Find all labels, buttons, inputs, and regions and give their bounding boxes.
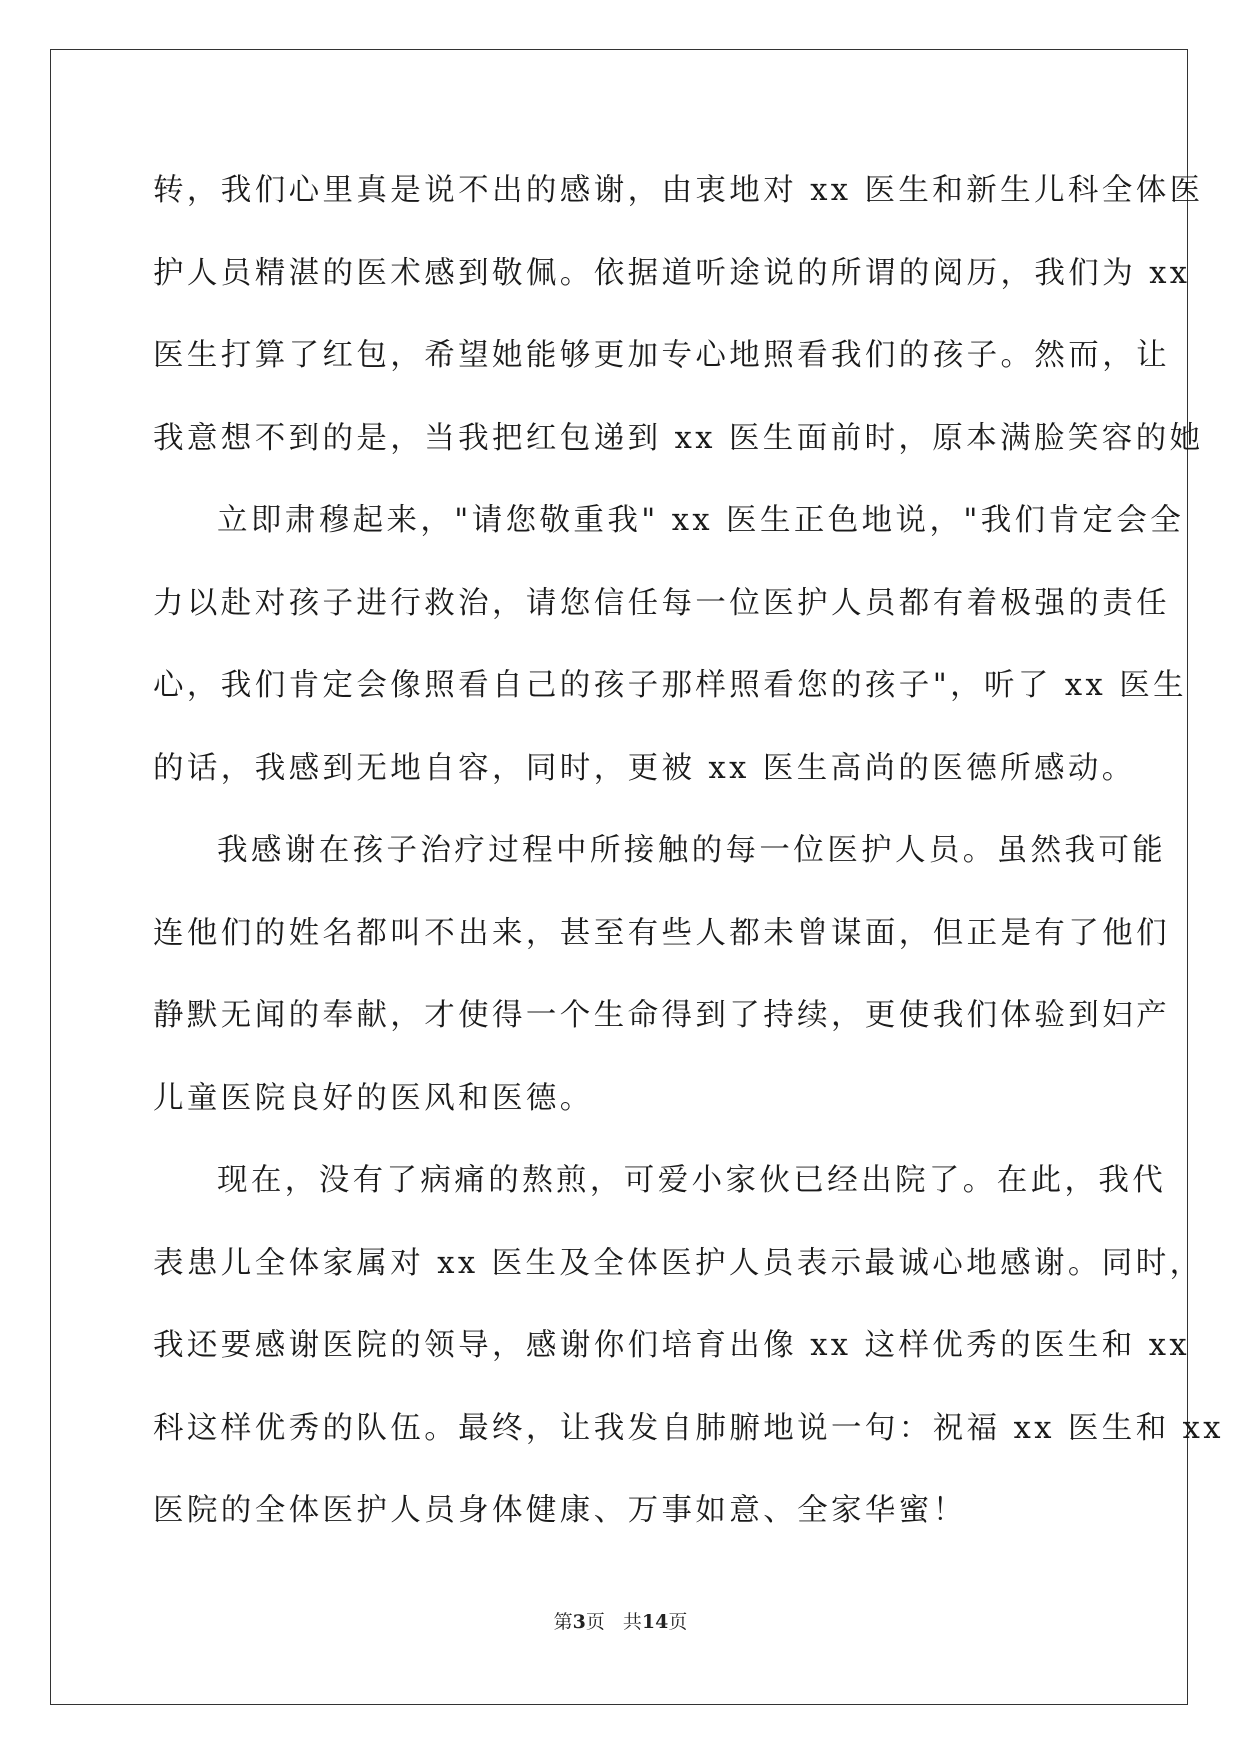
total-suffix: 页 bbox=[668, 1611, 688, 1633]
total-page-count: 14 bbox=[641, 1611, 669, 1633]
document-body bbox=[153, 160, 1224, 1563]
text-line: 儿童医院良好的医风和医德。 bbox=[153, 1080, 594, 1116]
text-line: 现在，没有了病痛的熬煎，可爱小家伙已经出院了。在此，我代 bbox=[217, 1163, 1167, 1198]
text-line: 表患儿全体家属对 xx 医生及全体医护人员表示最诚心地感谢。同时， bbox=[153, 1245, 1204, 1281]
text-line: 我意想不到的是，当我把红包递到 xx 医生面前时，原本满脸笑容的她 bbox=[153, 420, 1204, 456]
text-line: 医生打算了红包，希望她能够更加专心地照看我们的孩子。然而，让 bbox=[153, 338, 1170, 373]
total-prefix: 共 bbox=[622, 1611, 642, 1633]
text-line: 立即肃穆起来，"请您敬重我" xx 医生正色地说，"我们肯定会全 bbox=[217, 503, 1185, 538]
page-number-footer bbox=[0, 1607, 1241, 1634]
page-suffix: 页 bbox=[585, 1611, 605, 1633]
text-line: 科这样优秀的队伍。最终，让我发自肺腑地说一句：祝福 xx 医生和 xx bbox=[153, 1410, 1224, 1446]
text-line: 我还要感谢医院的领导，感谢你们培育出像 xx 这样优秀的医生和 xx bbox=[153, 1328, 1190, 1363]
text-line: 静默无闻的奉献，才使得一个生命得到了持续，更使我们体验到妇产 bbox=[153, 998, 1170, 1033]
text-line: 我感谢在孩子治疗过程中所接触的每一位医护人员。虽然我可能 bbox=[217, 833, 1167, 868]
text-line: 心，我们肯定会像照看自己的孩子那样照看您的孩子"，听了 xx 医生 bbox=[153, 668, 1188, 703]
current-page-number: 3 bbox=[572, 1611, 586, 1633]
page-prefix: 第 bbox=[553, 1611, 573, 1633]
text-line: 力以赴对孩子进行救治，请您信任每一位医护人员都有着极强的责任 bbox=[153, 585, 1170, 621]
text-line: 护人员精湛的医术感到敬佩。依据道听途说的所谓的阅历，我们为 xx bbox=[153, 255, 1191, 291]
text-line: 连他们的姓名都叫不出来，甚至有些人都未曾谋面，但正是有了他们 bbox=[153, 915, 1170, 951]
text-line: 的话，我感到无地自容，同时，更被 xx 医生高尚的医德所感动。 bbox=[153, 750, 1136, 786]
text-line: 转，我们心里真是说不出的感谢，由衷地对 xx 医生和新生儿科全体医 bbox=[153, 173, 1204, 208]
text-line: 医院的全体医护人员身体健康、万事如意、全家华蜜！ bbox=[153, 1493, 967, 1528]
